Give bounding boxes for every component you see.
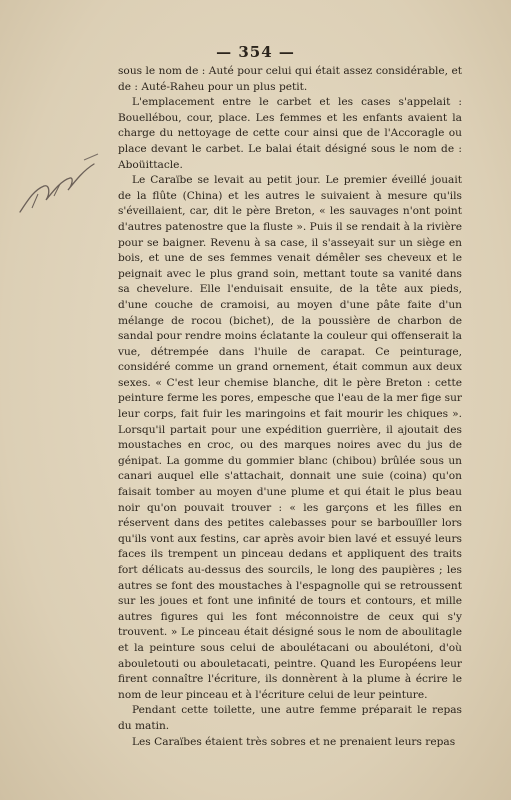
paragraph-4: Pendant cette toilette, une autre femme préparait le repas du matin. [118, 704, 462, 732]
paragraph-3: Le Caraïbe se levait au petit jour. Le premier éveillé jouait de la flûte (China) et les autres le suivaient à mesure qu'ils s'éveillaient, car, dit le père Breton, « les sauvages n'ont point d'autres patenostre que la fluste ». Puis il se rendait à la rivière pour se baigner. Revenu à sa case, il s'asseyait sur un siège en bois, et une de ses femmes venait démêler ses cheveux et le peignait avec le plus grand soin, mettant toute sa vanité dans sa chevelure. Elle l'enduisait ensuite, de la tête aux pieds, d'une couche de cramoisi, au moyen d'une pâte faite d'un mélange de rocou (bichet), de la poussière de charbon de sandal pour rendre moins éclatante la couleur qui offenserait la vue, détrempée dans l'huile de carapat. Ce peinturage, considéré comme un grand ornement, était commun aux deux sexes. « C'est leur chemise blanche, dit le père Breton : cette peinture ferme les pores, empesche que l'eau de la mer fige sur leur corps, fait fuir les maringoins et fait mourir les chiques ». Lorsqu'il partait pour une expédition guerrière, il ajoutait des moustaches en croc, ou des marques noires avec du jus de génipat. La gomme du gommier blanc (chibou) brûlée sous un canari auquel elle s'attachait, donnait une suie (coina) qu'on faisait tomber au moyen d'une plume et qui était le plus beau noir qu'on pouvait trouver : « les garçons et les filles en réservent dans des petites calebasses pour se barbouïller lors qu'ils vont aux festins, car après avoir bien lavé et essuyé leurs faces ils trempent un pinceau dedans et appliquent des traits fort délicats au-dessus des sourcils, le long des paupières ; les autres se font des moustaches à l'espagnolle qui se retroussent sur les joues et font une infinité de tours et contours, et mille autres figures qui les font méconnoistre de ceux qui s'y trouvent. » Le pinceau était désigné sous le nom de aboulitagle et la peinture sous celui de aboulétacani ou aboulétoni, d'où abouletouti ou abouletacati, peintre. Quand les Européens leur firent connaître l'écriture, ils donnèrent à la plume à écrire le nom de leur pinceau et à l'écriture celui de leur peinture. [118, 174, 462, 701]
page-number: — 354 — [216, 43, 295, 61]
body-text [118, 64, 462, 750]
handwritten-annotation [14, 150, 104, 230]
paragraph-2: L'emplacement entre le carbet et les cases s'appelait : Bouellébou, cour, place. Les femmes et les enfants avaient la charge du nettoyage de cette cour ainsi que de l'Accoragle ou place devant le carbet. Le balai était désigné sous le nom de : Aboüittacle. [118, 96, 462, 171]
paragraph-1: sous le nom de : Auté pour celui qui était assez considérable, et de : Auté-Raheu pour un plus petit. [118, 65, 462, 93]
paragraph-5: Les Caraïbes étaient très sobres et ne prenaient leurs repas [132, 735, 456, 748]
